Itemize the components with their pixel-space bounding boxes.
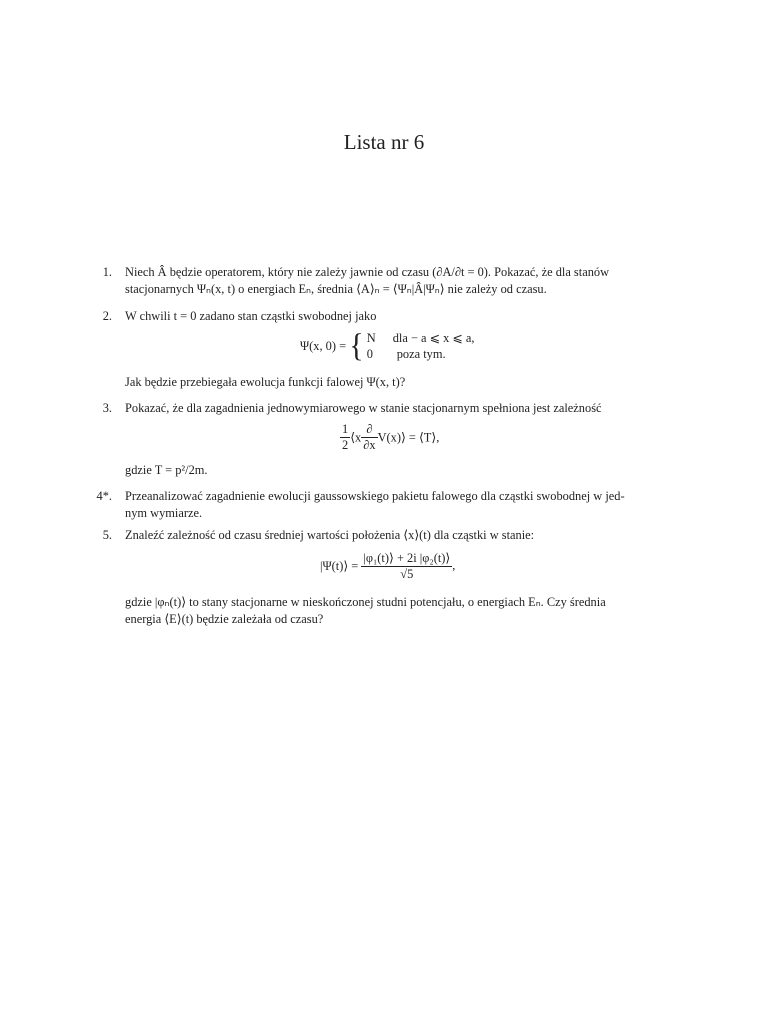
problem-text-line: W chwili t = 0 zadano stan cząstki swobodnej jako	[125, 309, 377, 323]
case-condition: poza tym.	[396, 347, 446, 361]
problem-3-after	[100, 462, 676, 479]
fraction-state: $\frac{\text{|φ₁(t)⟩ + 2i |φ₂(t)⟩}}{√5}$	[363, 551, 451, 581]
problem-text-line: gdzie |φₙ(t)⟩ to stany stacjonarne w nieskończonej studni potencjału, o energiach Eₙ. Czy średnia	[125, 595, 606, 609]
case-value: 0	[366, 347, 373, 361]
problem-2-after	[100, 374, 676, 391]
equation-part: V(x)⟩ = ⟨T⟩,	[377, 430, 440, 445]
fraction-half: $\frac{1}{2}$	[342, 422, 349, 452]
problem-text-line: nym wymiarze.	[125, 506, 203, 520]
problem-4	[96, 488, 676, 522]
cases	[367, 330, 475, 362]
fraction-derivative: $\frac{\partial}{\partial x}$	[363, 422, 376, 452]
problem-2	[100, 308, 676, 325]
problem-text-line: Niech Â będzie operatorem, który nie zależy jawnie od czasu (∂A/∂t = 0). Pokazać, że dla stanów	[125, 265, 610, 279]
problem-text-line: Przeanalizować zagadnienie ewolucji gaussowskiego pakietu falowego dla cząstki swobodnej w jed-	[125, 489, 625, 503]
problem-number: 4*.	[96, 489, 112, 503]
equation-part: ⟨x	[350, 430, 362, 445]
left-brace: {	[349, 327, 364, 364]
equation-part: ,	[452, 558, 456, 573]
problem-number: 5.	[102, 528, 112, 542]
problem-text-line: energia ⟨E⟩(t) będzie zależała od czasu?	[125, 612, 324, 626]
problem-text-line: Pokazać, że dla zagadnienia jednowymiarowego w stanie stacjonarnym spełniona jest zależność	[125, 401, 602, 415]
equation-lhs: |Ψ(t)⟩ =	[320, 559, 359, 573]
equation-virial	[340, 422, 439, 453]
page-title: Lista nr 6	[343, 130, 425, 154]
case-value: N	[366, 331, 376, 345]
problem-text-line: Jak będzie przebiegała ewolucja funkcji falowej Ψ(x, t)?	[125, 375, 406, 389]
problem-text-line: Znaleźć zależność od czasu średniej wartości położenia ⟨x⟩(t) dla cząstki w stanie:	[125, 528, 535, 542]
problem-number: 2.	[102, 309, 112, 323]
problem-3	[100, 400, 676, 417]
problem-number: 1.	[102, 265, 112, 279]
equation-psi-initial	[300, 327, 475, 364]
problem-5	[100, 527, 676, 544]
problem-1	[100, 264, 676, 298]
problem-number: 3.	[102, 401, 112, 415]
problem-text-line: stacjonarnych Ψₙ(x, t) o energiach Eₙ, średnia ⟨A⟩ₙ = ⟨Ψₙ|Â|Ψₙ⟩ nie zależy od czasu.	[125, 282, 547, 296]
equation-state	[320, 550, 455, 582]
problem-5-after	[100, 594, 676, 628]
problem-text-line: gdzie T = p²/2m.	[125, 463, 208, 477]
equation-lhs: Ψ(x, 0) =	[300, 338, 347, 353]
case-condition: dla − a ⩽ x ⩽ a,	[392, 331, 475, 345]
